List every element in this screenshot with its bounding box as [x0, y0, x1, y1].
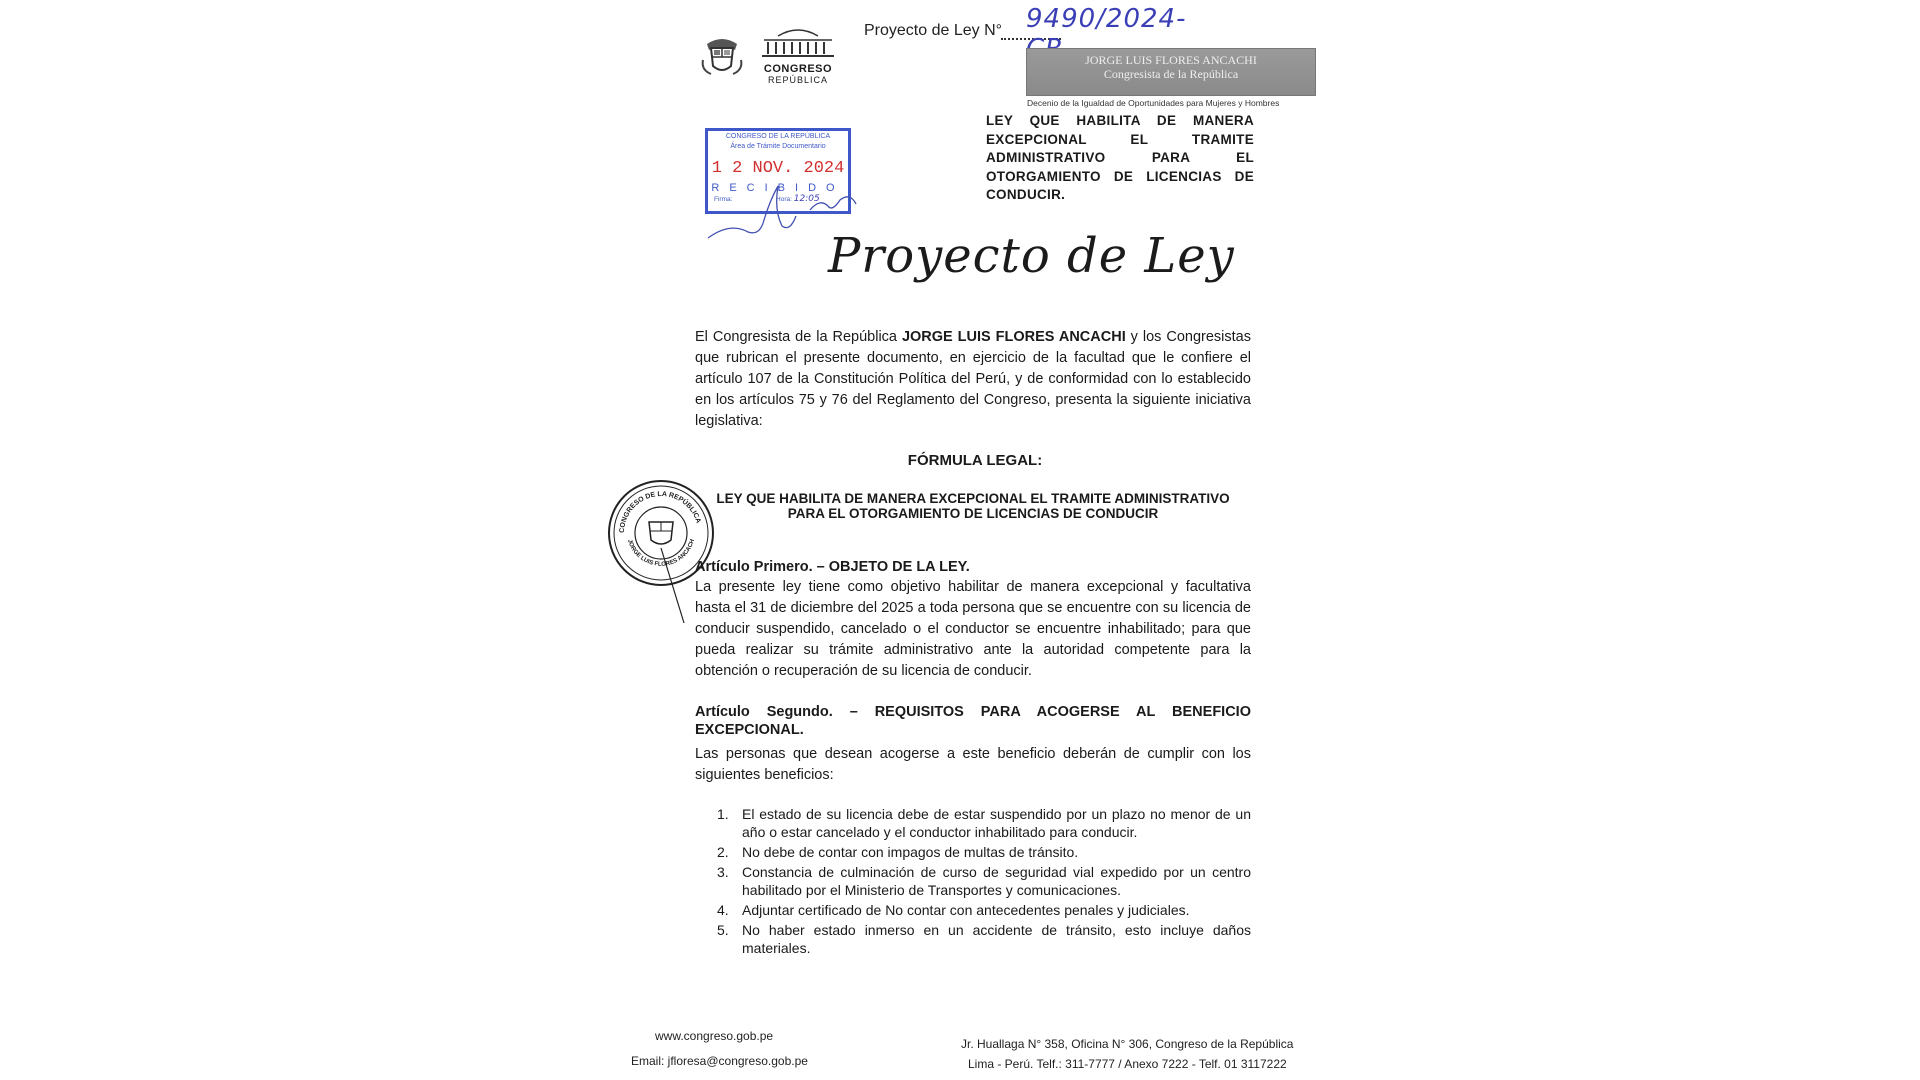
header-law-title: LEY QUE HABILITA DE MANERA EXCEPCIONAL EL TRAMITE ADMINISTRATIVO PARA EL OTORGAMIENTO DE LICENCIAS DE CONDUCIR.: [986, 113, 1254, 202]
congreso-logo: [758, 28, 838, 84]
requirements-list: [695, 805, 1251, 959]
footer-website: www.congreso.gob.pe: [655, 1029, 774, 1043]
requirement-text: El estado de su licencia debe de estar suspendido por un plazo no menor de un año o estar cancelado y el conductor inhabilitado para conducir.: [742, 806, 1251, 840]
stamp-date: 1 2 NOV. 2024: [711, 159, 845, 178]
decenio-text: Decenio de la Igualdad de Oportunidades para Mujeres y Hombres: [1027, 98, 1280, 108]
article2-text: Las personas que desean acogerse a este beneficio deberán de cumplir con los siguientes beneficios:: [695, 746, 1251, 783]
congress-building-icon: [758, 28, 838, 58]
proyecto-number-line: [864, 4, 1187, 44]
requirement-item: [695, 843, 1251, 861]
article2-title: Artículo Segundo. – REQUISITOS PARA ACOGERSE AL BENEFICIO EXCEPCIONAL.: [695, 704, 1251, 738]
intro-after-name: y los Congresistas que rubrican el presente documento, en ejercicio de la facultad que le confiere el artículo 107 de la Constitución Política del Perú, y de conformidad con lo establecido en los artículos 75 y 76 del Reglamento del Congreso, presenta la siguiente iniciativa legislativa:: [695, 329, 1251, 429]
law-title-line1: LEY QUE HABILITA DE MANERA EXCEPCIONAL EL TRAMITE ADMINISTRATIVO: [716, 491, 1230, 506]
requirement-number: 1.: [717, 806, 729, 822]
law-title-line2: PARA EL OTORGAMIENTO DE LICENCIAS DE CONDUCIR: [787, 506, 1159, 521]
proyecto-label: Proyecto de Ley N°: [864, 22, 1003, 39]
requirement-item: [695, 805, 1251, 841]
republica-label: REPÚBLICA: [767, 75, 829, 85]
footer-address-line2: Lima - Perú. Telf.: 311-7777 / Anexo 7222 - Telf. 01 3117222: [968, 1057, 1287, 1071]
author-box-name: JORGE LUIS FLORES ANCACHI: [1085, 53, 1257, 67]
intro-congress-member-name: JORGE LUIS FLORES ANCACHI: [901, 329, 1126, 345]
requirement-number: 2.: [717, 844, 729, 860]
requirement-number: 4.: [717, 902, 729, 918]
footer-address-line1: Jr. Huallaga N° 358, Oficina N° 306, Congreso de la República: [961, 1037, 1294, 1051]
stamp-hora-label: Hora:: [776, 196, 792, 203]
document-main-title: Proyecto de Ley: [828, 228, 1235, 284]
intro-before-name: El Congresista de la República: [695, 329, 902, 345]
requirement-number: 3.: [717, 864, 729, 880]
requirement-item: [695, 921, 1251, 957]
stamp-line1: CONGRESO DE LA REPÚBLICA: [725, 133, 831, 140]
peru-coat-of-arms-icon: [697, 30, 747, 80]
stamp-firma-label: Firma:: [714, 196, 733, 203]
article1-text: La presente ley tiene como objetivo habilitar de manera excepcional y facultativa hasta el 31 de diciembre del 2025 a toda persona que se encuentre con su licencia de conducir suspendido, cancelado o el conductor se encuentre inhabilitado; para que pueda realizar su trámite administrativo ante la autoridad competente para la obtención o recuperación de su licencia de conducir.: [695, 579, 1251, 679]
seal-bottom-text: JORGE LUIS FLORES ANCACH: [626, 538, 697, 568]
requirement-text: No haber estado inmerso en un accidente de tránsito, esto incluye daños materiales.: [742, 922, 1251, 956]
requirement-item: [695, 863, 1251, 899]
intro-paragraph: [695, 327, 1251, 432]
stamp-received: RECIBIDO: [711, 182, 845, 194]
seal-ring-text: CONGRESO DE LA REPÚBLICA: [618, 490, 702, 534]
article1-title: Artículo Primero. – OBJETO DE LA LEY.: [695, 559, 970, 575]
requirement-item: [695, 901, 1251, 919]
congreso-label: CONGRESO: [763, 63, 833, 75]
requirement-number: 5.: [717, 922, 729, 938]
law-title: [695, 491, 1251, 521]
proyecto-number: 9490/2024-: [1026, 4, 1187, 34]
stamp-line2: Área de Trámite Documentario: [730, 143, 826, 150]
requirement-text: Constancia de culminación de curso de seguridad vial expedido por un centro habilitado por el Ministerio de Transportes y comunicaciones.: [742, 864, 1251, 898]
footer-email: Email: jfloresa@congreso.gob.pe: [631, 1054, 808, 1068]
stamp-hora-value: 12:05: [793, 194, 820, 204]
author-name-box: [1026, 48, 1316, 96]
requirement-text: No debe de contar con impagos de multas de tránsito.: [742, 844, 1079, 860]
author-box-role: Congresista de la República: [1103, 67, 1239, 81]
formula-legal-heading: FÓRMULA LEGAL:: [907, 452, 1043, 469]
requirement-text: Adjuntar certificado de No contar con antecedentes penales y judiciales.: [742, 902, 1190, 918]
